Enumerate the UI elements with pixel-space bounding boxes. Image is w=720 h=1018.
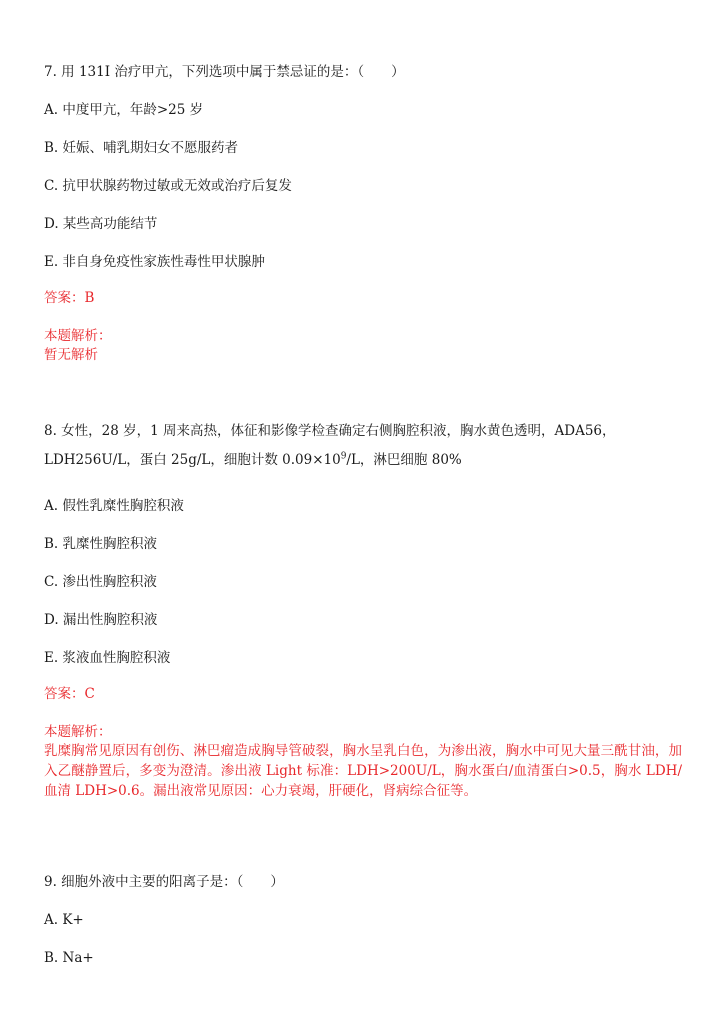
question-7-analysis: 暂无解析 — [44, 347, 98, 363]
question-8-option-a: A. 假性乳糜性胸腔积液 — [44, 498, 184, 514]
question-9-option-a: A. K+ — [44, 912, 84, 928]
question-8-exponent: 9 — [340, 451, 347, 462]
question-8-stem-line-2-text: LDH256U/L，蛋白 25g/L，细胞计数 0.09×10 — [44, 452, 341, 468]
question-7-option-d: D. 某些高功能结节 — [44, 216, 158, 232]
question-7-answer: 答案：B — [44, 290, 95, 306]
question-8-analysis-label: 本题解析： — [44, 724, 112, 740]
question-7-option-e: E. 非自身免疫性家族性毒性甲状腺肿 — [44, 254, 265, 270]
question-7-option-b: B. 妊娠、哺乳期妇女不愿服药者 — [44, 140, 239, 156]
question-8-answer: 答案：C — [44, 686, 95, 702]
question-8-option-c: C. 渗出性胸腔积液 — [44, 574, 157, 590]
question-9-option-b: B. Na+ — [44, 950, 94, 966]
question-8-option-e: E. 浆液血性胸腔积液 — [44, 650, 171, 666]
question-8-option-b: B. 乳糜性胸腔积液 — [44, 536, 158, 552]
question-8-analysis: 乳糜胸常见原因有创伤、淋巴瘤造成胸导管破裂，胸水呈乳白色，为渗出液，胸水中可见大量三酰甘油，加入乙醚静置后，多变为澄清。渗出液 Light 标准：LDH>200U/L，胸水蛋白/血清蛋白>0.5，胸水 LDH/血清 LDH>0.6。漏出液常见原因：心力衰竭，肝硬化，肾病综合征等。 — [44, 743, 682, 799]
question-8-option-d: D. 漏出性胸腔积液 — [44, 612, 158, 628]
question-7-stem: 7. 用 131I 治疗甲亢，下列选项中属于禁忌证的是：（ ） — [44, 64, 405, 80]
question-9-stem: 9. 细胞外液中主要的阳离子是：（ ） — [44, 874, 284, 890]
question-8-stem-line-2-unit: /L，淋巴细胞 80% — [346, 452, 462, 468]
question-7-option-c: C. 抗甲状腺药物过敏或无效或治疗后复发 — [44, 178, 292, 194]
question-8-stem-line-1: 8. 女性，28 岁，1 周来高热，体征和影像学检查确定右侧胸腔积液，胸水黄色透明，ADA56， — [44, 423, 616, 439]
question-8-stem-line-2 — [44, 450, 462, 470]
question-7-analysis-label: 本题解析： — [44, 328, 112, 344]
question-7-option-a: A. 中度甲亢，年龄>25 岁 — [44, 102, 204, 118]
